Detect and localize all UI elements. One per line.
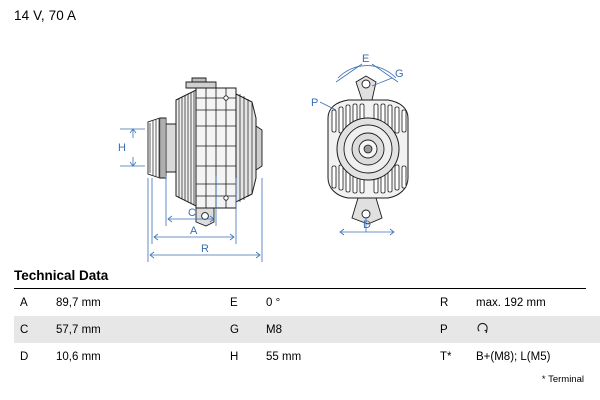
cell-val-t: B+(M8); L(M5) (476, 350, 551, 363)
cell-key-h: H (230, 350, 239, 363)
technical-data-section (14, 268, 586, 385)
cell-val-a: 89,7 mm (56, 296, 101, 309)
dim-label-R: R (201, 243, 209, 255)
dim-label-E: E (362, 53, 370, 65)
drawing-svg (0, 26, 600, 268)
dim-label-G: G (395, 68, 404, 80)
technical-data-heading: Technical Data (14, 268, 109, 283)
dim-label-H: H (118, 142, 126, 154)
cell-val-p (470, 316, 600, 343)
cell-key-t: T* (440, 350, 452, 363)
cell-val-r: max. 192 mm (476, 296, 546, 309)
dim-label-D: D (363, 219, 371, 231)
page-title: 14 V, 70 A (14, 8, 77, 23)
table-row (14, 343, 600, 370)
cell-key-c: C (14, 316, 50, 343)
cell-key-g: G (224, 316, 260, 343)
cell-val-g: M8 (260, 316, 434, 343)
dim-label-C: C (188, 207, 196, 219)
side-view-group (148, 78, 262, 226)
dim-label-A: A (190, 225, 198, 237)
table-row (14, 316, 600, 343)
cell-key-e: E (230, 296, 238, 309)
cell-val-d: 10,6 mm (56, 350, 101, 363)
table-footnote: * Terminal (541, 374, 584, 385)
table-row (14, 289, 600, 316)
technical-data-table (14, 289, 600, 370)
cell-val-c: 57,7 mm (50, 316, 224, 343)
cell-key-p: P (434, 316, 470, 343)
product-drawings (0, 26, 600, 268)
pulley-rotation-icon (476, 322, 490, 338)
cell-val-h: 55 mm (266, 350, 302, 363)
cell-key-a: A (20, 296, 28, 309)
dim-label-P: P (311, 97, 319, 109)
cell-val-e: 0 ° (266, 296, 281, 309)
front-view-group (328, 76, 408, 224)
cell-key-d: D (20, 350, 29, 363)
cell-key-r: R (440, 296, 449, 309)
